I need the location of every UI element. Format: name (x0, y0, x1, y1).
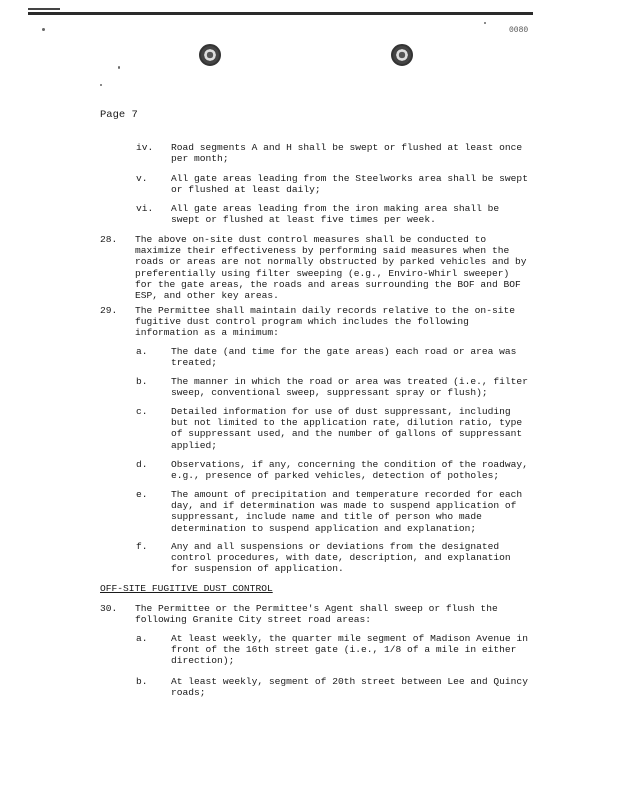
scan-speck (484, 22, 486, 24)
punch-hole-icon (391, 44, 413, 66)
page-stamp: 0080 (509, 26, 529, 35)
item-text: The above on-site dust control measures shall be conducted to maximize their effectiveness by performing said measures when the roads or areas are not normally obstructed by parked vehicles and by preferentially using filter sweeping (e.g., Enviro-Whirl sweeper) for the gate areas, the roads and areas surrounding the BOF and BOF ESP, and other key areas. (135, 234, 527, 302)
item-text: The Permittee or the Permittee's Agent shall sweep or flush the following Granite City street road areas: (135, 603, 498, 626)
item-number: b. (136, 676, 148, 687)
item-text: All gate areas leading from the iron making area shall be swept or flushed at least five times per week. (171, 203, 500, 226)
item-number: 28. (100, 234, 118, 245)
item-number: d. (136, 459, 148, 470)
item-text: At least weekly, the quarter mile segment of Madison Avenue in front of the 16th street gate (i.e., 1/8 of a mile in either direction); (171, 633, 528, 667)
item-number: vi. (136, 203, 154, 214)
scan-speck (118, 66, 120, 69)
item-number: iv. (136, 142, 154, 153)
item-text: Detailed information for use of dust suppressant, including but not limited to the application rate, dilution ratio, type of suppressant used, and the number of gallons of suppressant applied; (171, 406, 523, 451)
item-text: The Permittee shall maintain daily records relative to the on-site fugitive dust control program which includes the following information as a minimum: (135, 305, 515, 339)
punch-hole-icon (199, 44, 221, 66)
item-number: 30. (100, 603, 118, 614)
item-text: The date (and time for the gate areas) each road or area was treated; (171, 346, 517, 369)
item-text: All gate areas leading from the Steelworks area shall be swept or flushed at least daily; (171, 173, 528, 196)
scan-speck (42, 28, 45, 31)
item-number: 29. (100, 305, 118, 316)
item-number: c. (136, 406, 148, 417)
scan-speck (100, 84, 102, 86)
scan-mark (28, 8, 60, 10)
item-text: Observations, if any, concerning the condition of the roadway, e.g., presence of parked vehicles, detection of potholes; (171, 459, 528, 482)
scan-top-line (28, 12, 533, 15)
item-number: a. (136, 346, 148, 357)
item-text: Road segments A and H shall be swept or flushed at least once per month; (171, 142, 523, 165)
item-number: f. (136, 541, 148, 552)
item-number: b. (136, 376, 148, 387)
item-text: The amount of precipitation and temperature recorded for each day, and if determination was made to suspend application of suppressant, include name and title of person who made determination to suspend application and explanation; (171, 489, 523, 534)
section-heading: OFF-SITE FUGITIVE DUST CONTROL (100, 583, 273, 594)
item-number: a. (136, 633, 148, 644)
page-label: Page 7 (100, 109, 138, 121)
item-number: v. (136, 173, 148, 184)
item-text: Any and all suspensions or deviations from the designated control procedures, with date, description, and explanation for suspension of application. (171, 541, 511, 575)
item-text: The manner in which the road or area was treated (i.e., filter sweep, conventional sweep, suppressant spray or flush); (171, 376, 528, 399)
item-number: e. (136, 489, 148, 500)
item-text: At least weekly, segment of 20th street between Lee and Quincy roads; (171, 676, 528, 699)
